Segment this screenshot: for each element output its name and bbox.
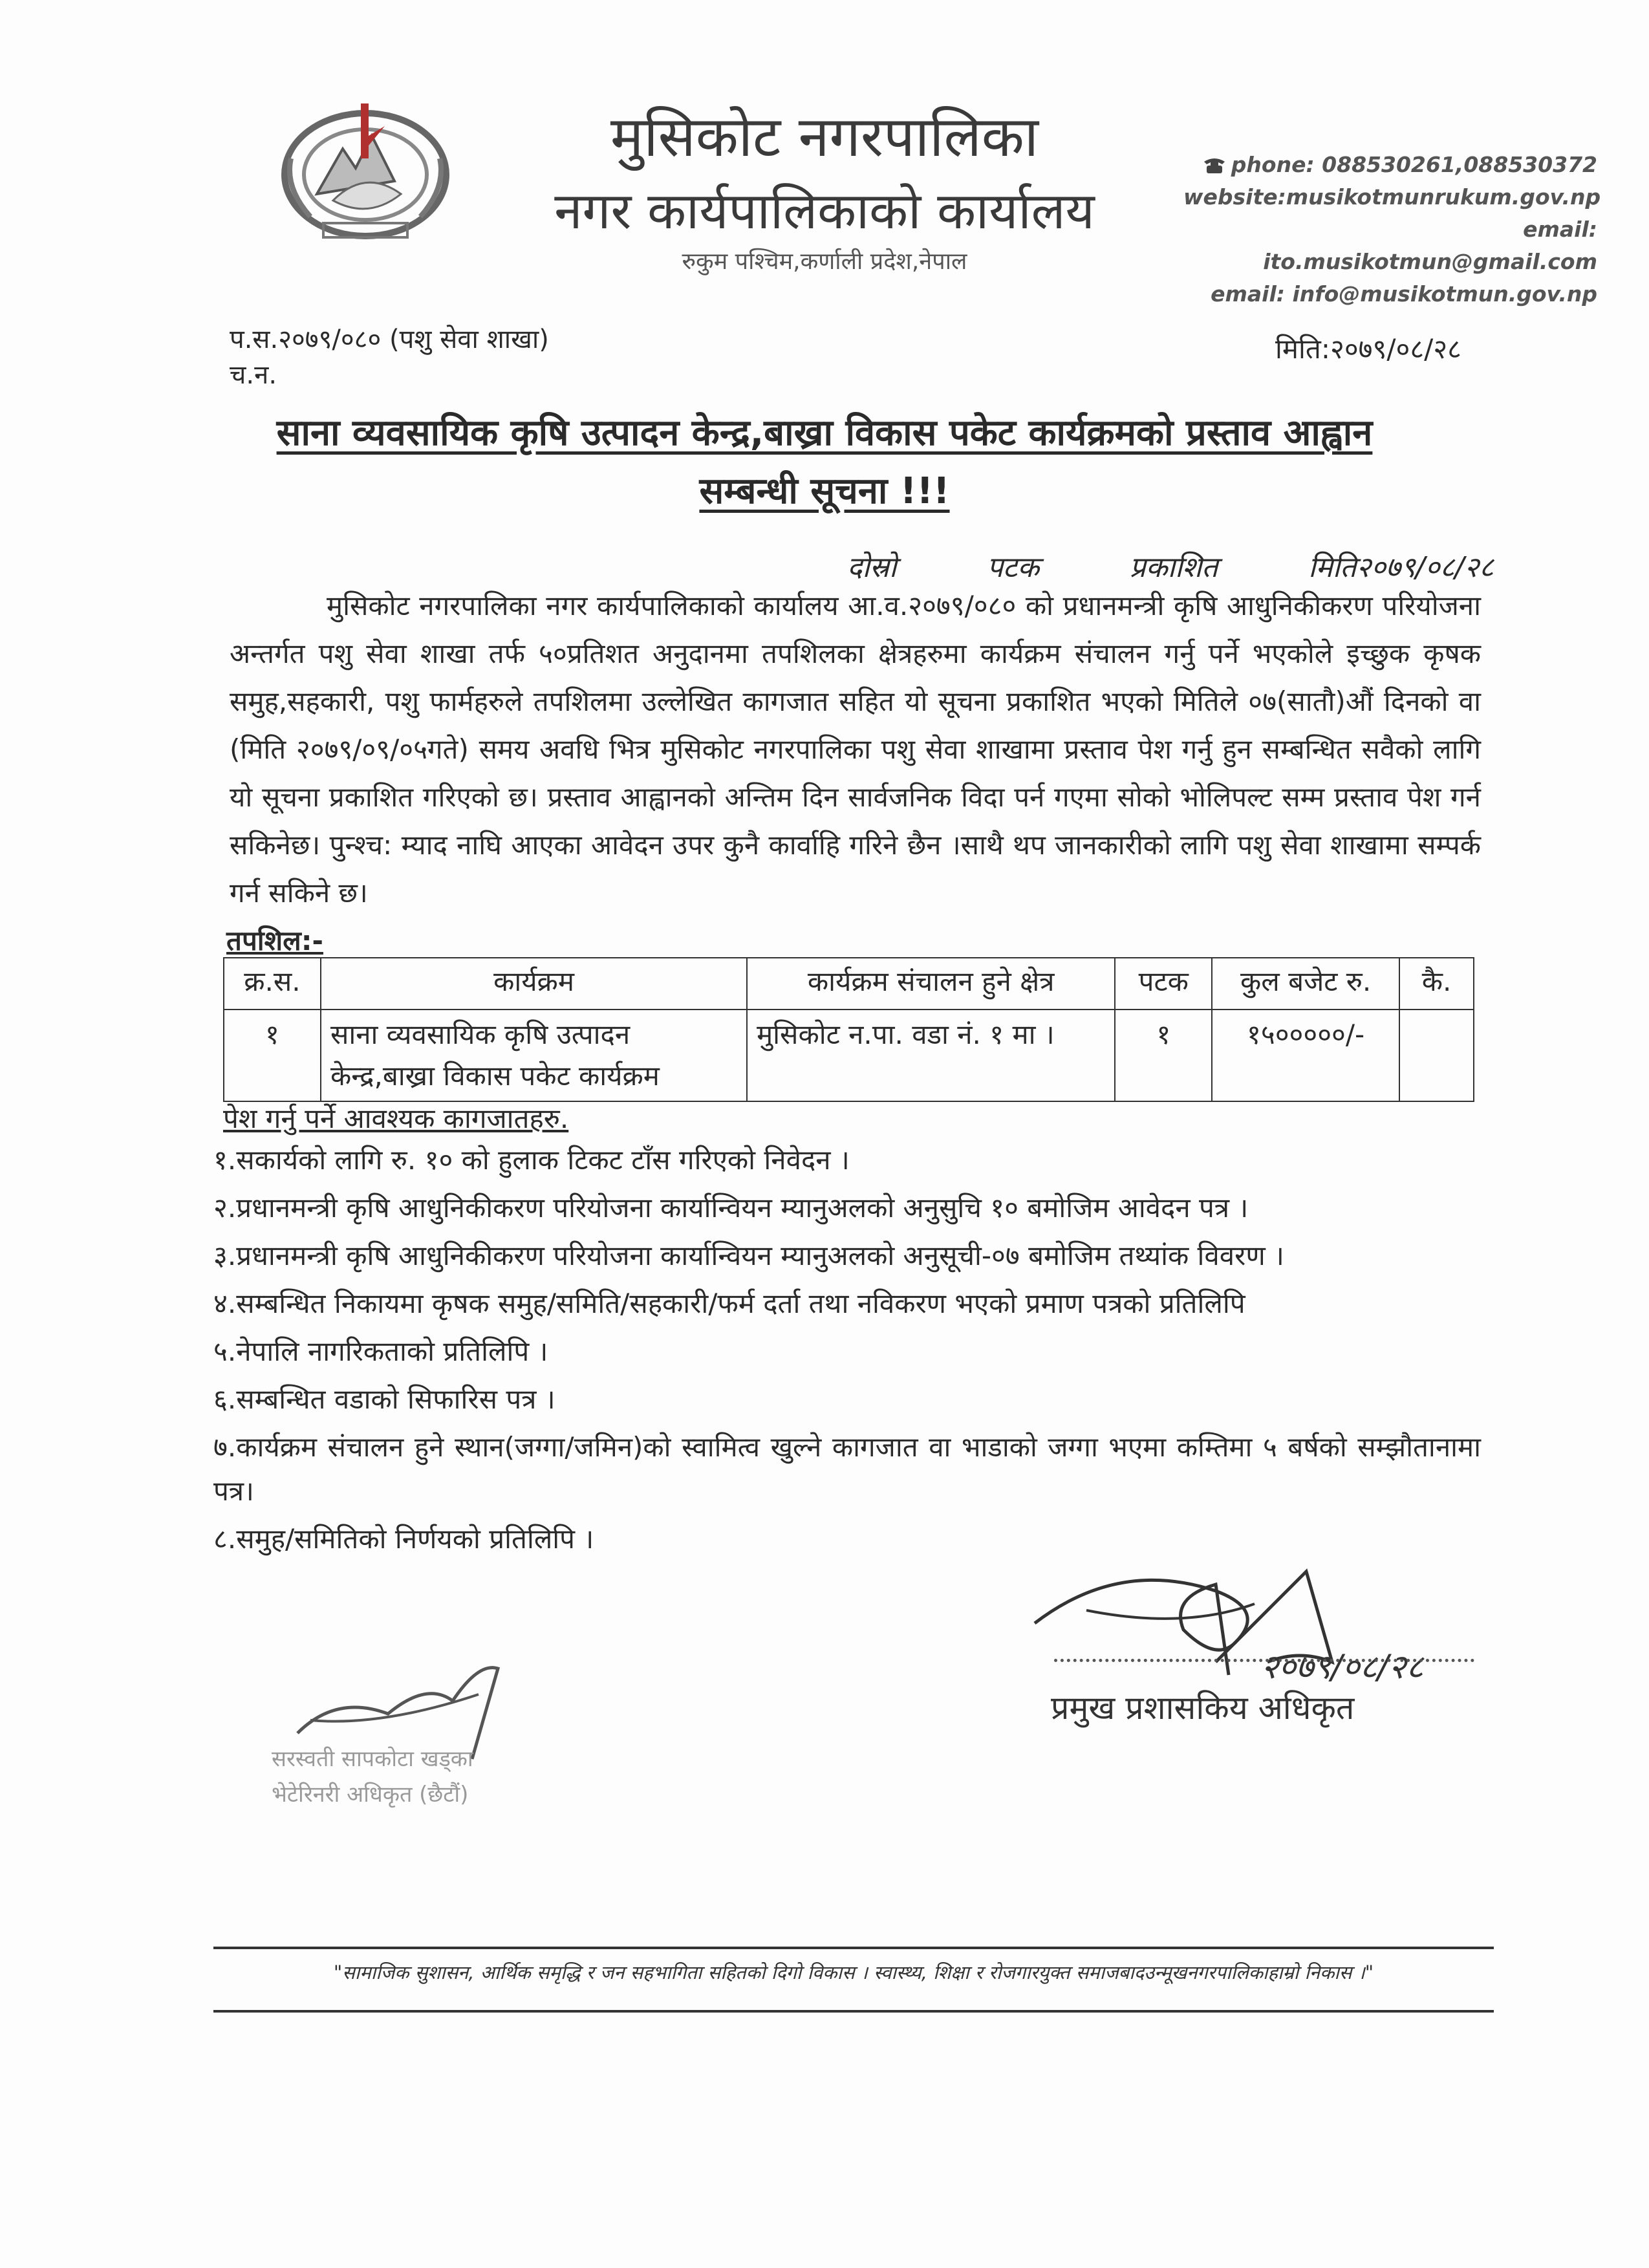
telephone-icon [1202,155,1227,175]
dispatch-number: च.न. [230,360,277,390]
reference-number: प.स.२०७९/०८० (पशु सेवा शाखा) [230,325,549,354]
cell-program: साना व्यवसायिक कृषि उत्पादन केन्द्र,बाख्रा विकास पकेट कार्यक्रम [321,1010,747,1101]
schedule-title: तपशिल:- [226,925,323,956]
contact-email-1: email: ito.musikotmun@gmail.com [1263,217,1597,274]
org-name-line2: नगर कार्यपालिकाको कार्यालय [554,182,1095,241]
col-area: कार्यक्रम संचालन हुने क्षेत्र [747,958,1115,1010]
signature-date: २०७९/०८/२८ [1261,1648,1424,1687]
program-table [223,957,1474,1102]
signature-cao [1022,1533,1474,1688]
cell-remarks [1399,1010,1474,1101]
list-item: ७.कार्यक्रम संचालन हुने स्थान(जग्गा/जमिन)को स्वामित्व खुल्ने कागजात वा भाडाको जग्गा भएमा कम्तिमा ५ बर्षको सम्झौतानामा पत्र। [213,1431,1481,1507]
subject-line2: सम्बन्धी सूचना !!! [699,470,950,512]
cell-area: मुसिकोट न.पा. वडा नं. १ मा । [747,1010,1115,1101]
cell-sn: १ [224,1010,321,1101]
cao-title: प्रमुख प्रशासकिय अधिकृत [1051,1689,1355,1727]
contact-website: website:musikotmunrukum.gov.np [1183,184,1601,210]
list-item: २.प्रधानमन्त्री कृषि आधुनिकीकरण परियोजना कार्यान्वियन म्यानुअलको अनुसुचि १० बमोजिम आवेदन पत्र । [213,1192,1249,1224]
list-item: १.सकार्यको लागि रु. १० को हुलाक टिकट टाँस गरिएको निवेदन । [213,1144,850,1176]
footer-slogan: "सामाजिक सुशासन, आर्थिक समृद्धि र जन सहभागिता सहितको दिगो विकास । स्वास्थ्य, शिक्षा र रोजगारयुक्त समाजबादउन्मूखनगरपालिकाहाम्रो निकास ।" [333,1961,1374,1983]
list-item: ४.सम्बन्धित निकायमा कृषक समुह/समिति/सहकारी/फर्म दर्ता तथा नविकरण भएको प्रमाण पत्रको प्रतिलिपि [213,1288,1245,1319]
org-address: रुकुम पश्चिम,कर्णाली प्रदेश,नेपाल [682,248,967,275]
cell-times: १ [1115,1010,1212,1101]
col-remarks: कै. [1399,958,1474,1010]
list-item: ३.प्रधानमन्त्री कृषि आधुनिकीकरण परियोजना कार्यान्वियन म्यानुअलको अनुसूची-०७ बमोजिम तथ्यांक विवरण । [213,1240,1284,1271]
vet-officer-name: सरस्वती सापकोटा खड्का [272,1746,473,1772]
notice-subject [0,404,1649,521]
contact-email-2: email: info@musikotmun.gov.np [1211,281,1597,307]
col-program: कार्यक्रम [321,958,747,1010]
list-item: ८.समुह/समितिको निर्णयको प्रतिलिपि । [213,1523,594,1555]
letter-date: मिति:२०७९/०८/२८ [1275,333,1461,365]
contact-phone: phone: 088530261,088530372 [1183,149,1597,181]
org-name-line1: मुसिकोट नगरपालिका [610,105,1039,169]
list-item: ६.सम्बन्धित वडाको सिफारिस पत्र । [213,1383,555,1415]
publication-note: दोस्रो पटक प्रकाशित मिति२०७९/०८/२८ [847,551,1494,584]
table-header-row [224,958,1474,1010]
vet-officer-post: भेटेरिनरी अधिकृत (छैटौं) [272,1782,469,1808]
list-item: ५.नेपालि नागरिकताको प्रतिलिपि । [213,1335,548,1367]
subject-line1: साना व्यवसायिक कृषि उत्पादन केन्द्र,बाख्रा विकास पकेट कार्यक्रमको प्रस्ताव आह्वान [276,412,1373,454]
footer-divider-top [213,1947,1494,1949]
cell-budget: १५०००००/- [1212,1010,1399,1101]
contact-block [1183,149,1601,310]
signature-line [1054,1659,1474,1662]
documents-title: पेश गर्नु पर्ने आवश्यक कागजातहरु. [223,1103,569,1134]
footer-divider-bottom [213,2010,1494,2013]
col-sn: क्र.स. [224,958,321,1010]
col-times: पटक [1115,958,1212,1010]
documents-list [213,1138,1481,1565]
table-row [224,1010,1474,1101]
col-budget: कुल बजेट रु. [1212,958,1399,1010]
notice-body: मुसिकोट नगरपालिका नगर कार्यपालिकाको कार्यालय आ.व.२०७९/०८० को प्रधानमन्त्री कृषि आधुनिकीकरण परियोजना अन्तर्गत पशु सेवा शाखा तर्फ ५०प्रतिशत अनुदानमा तपशिलका क्षेत्रहरुमा कार्यक्रम संचालन गर्नु पर्ने भएकोले इच्छुक कृषक समुह,सहकारी, पशु फार्महरुले तपशिलमा उल्लेखित कागजात सहित यो सूचना प्रकाशित भएको मितिले ०७(सातौ)औं दिनको वा (मिति २०७९/०९/०५गते) समय अवधि भित्र मुसिकोट नगरपालिका पशु सेवा शाखामा प्रस्ताव पेश गर्नु हुन सम्बन्धित सवैको लागि यो सूचना प्रकाशित गरिएको छ। प्रस्ताव आह्वानको अन्तिम दिन सार्वजनिक विदा पर्न गएमा सोको भोलिपल्ट सम्म प्रस्ताव पेश गर्न सकिनेछ। पुन्श्च: म्याद नाघि आएका आवेदन उपर कुनै कार्वाहि गरिने छैन ।साथै थप जानकारीको लागि पशु सेवा शाखामा सम्पर्क गर्न सकिने छ। [230,590,1481,909]
